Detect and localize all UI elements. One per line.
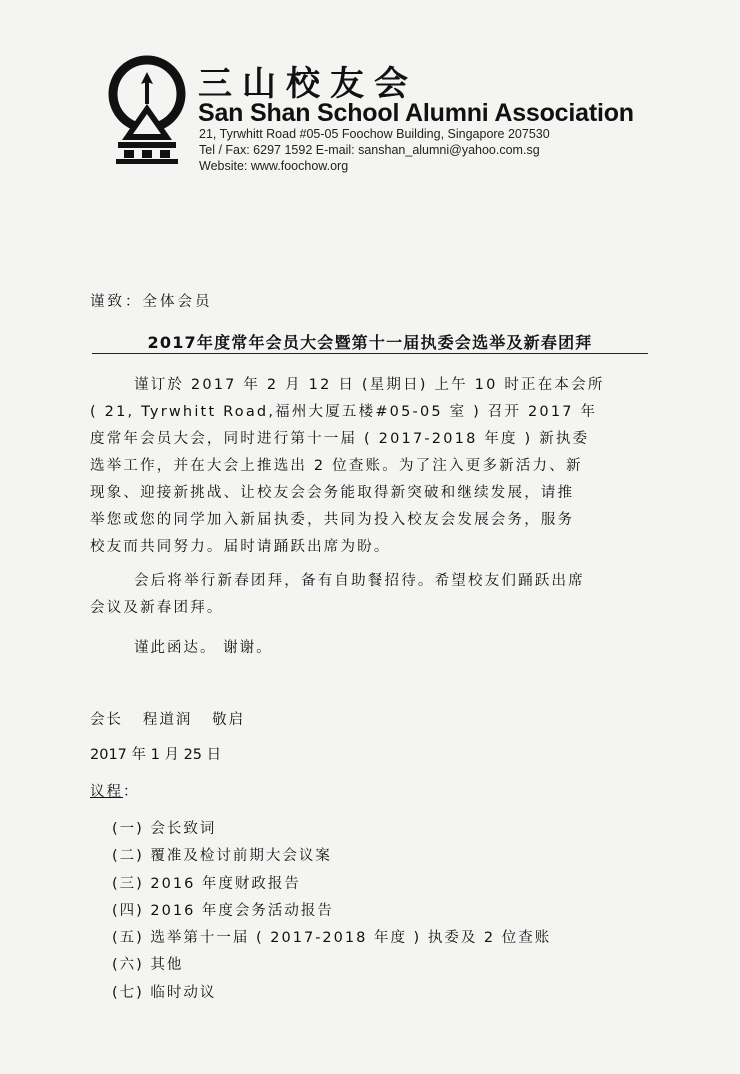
paragraph-invitation <box>90 372 650 561</box>
paragraph-line: 现象、迎接新挑战、让校友会会务能取得新突破和继续发展，请推 <box>90 485 575 501</box>
paragraph-line: 会议及新春团拜。 <box>90 600 224 616</box>
letter-title: 2017年度常年会员大会暨第十一届执委会选举及新春团拜 <box>147 333 593 352</box>
paragraph-line: 会后将举行新春团拜，备有自助餐招待。希望校友们踊跃出席 <box>134 573 585 589</box>
agenda-item: (五) 选举第十一届 ( 2017-2018 年度 ) 执委及 2 位查账 <box>112 930 552 947</box>
paragraph-line: 选举工作，并在大会上推选出 2 位查账。为了注入更多新活力、新 <box>90 458 583 474</box>
signature: 会长 程道润 敬启 <box>90 712 246 728</box>
agenda-heading <box>90 780 140 801</box>
closing-line: 谨此函达。 谢谢。 <box>134 640 273 656</box>
paragraph-line: 举您或您的同学加入新届执委，共同为投入校友会发展会务，服务 <box>90 512 575 528</box>
salutation: 谨致：全体会员 <box>90 294 213 310</box>
paragraph-line: 度常年会员大会，同时进行第十一届 ( 2017-2018 年度 ) 新执委 <box>90 431 590 447</box>
association-logo-icon <box>108 54 186 166</box>
agenda-item: (二) 覆准及检讨前期大会议案 <box>112 848 332 865</box>
agenda-item: (三) 2016 年度财政报告 <box>112 875 301 892</box>
agenda-heading-text: 议程 <box>90 784 123 800</box>
agenda-item: (一) 会长致词 <box>112 821 217 837</box>
agenda-list <box>112 816 551 1007</box>
association-english-name: San Shan School Alumni Association <box>198 99 634 127</box>
association-address: 21, Tyrwhitt Road #05-05 Foochow Building, Singapore 207530 <box>199 127 550 141</box>
association-contact: Tel / Fax: 6297 1592 E-mail: sanshan_alumni@yahoo.com.sg <box>199 143 540 157</box>
agenda-heading-colon: ： <box>123 784 140 800</box>
letter-date: 2017 年 1 月 25 日 <box>90 747 222 763</box>
paragraph-new-year-gathering <box>90 568 650 622</box>
agenda-item: (七) 临时动议 <box>112 984 217 1001</box>
association-chinese-name: 三山校友会 <box>198 64 418 104</box>
paragraph-line: 谨订於 2017 年 2 月 12 日 (星期日) 上午 10 时正在本会所 <box>134 377 605 393</box>
association-website: Website: www.foochow.org <box>199 159 349 173</box>
paragraph-line: ( 21, Tyrwhitt Road,福州大厦五楼#05-05 室 ) 召开 2017 年 <box>90 404 598 420</box>
agenda-item: (四) 2016 年度会务活动报告 <box>112 902 334 919</box>
title-underline <box>92 353 648 354</box>
agenda-item: (六) 其他 <box>112 957 184 974</box>
paragraph-line: 校友而共同努力。届时请踊跃出席为盼。 <box>90 539 391 555</box>
